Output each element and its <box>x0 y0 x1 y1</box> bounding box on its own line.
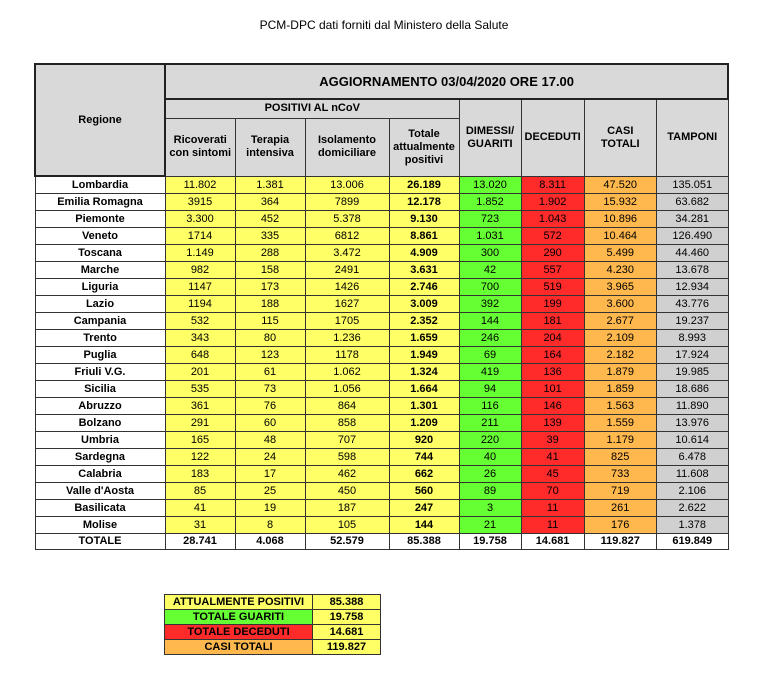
cell-totale: 12.178 <box>389 194 459 211</box>
cell-deceduti: 519 <box>521 279 584 296</box>
cell-ricoverati: 532 <box>165 313 235 330</box>
cell-deceduti: 1.902 <box>521 194 584 211</box>
cell-casi: 2.182 <box>584 347 656 364</box>
cell-casi: 1.559 <box>584 415 656 432</box>
header-terapia: Terapia intensiva <box>235 118 305 176</box>
header-ricoverati: Ricoverati con sintomi <box>165 118 235 176</box>
cell-isolamento: 1.056 <box>305 381 389 398</box>
cell-totale: 26.189 <box>389 176 459 194</box>
cell-regione: Sardegna <box>35 449 165 466</box>
cell-dimessi: 21 <box>459 517 521 534</box>
cell-deceduti: 199 <box>521 296 584 313</box>
table-row <box>35 330 728 347</box>
cell-casi: 15.932 <box>584 194 656 211</box>
summary-row <box>165 640 381 655</box>
cell-deceduti: 136 <box>521 364 584 381</box>
cell-isolamento: 2491 <box>305 262 389 279</box>
cell-tamponi: 13.976 <box>656 415 728 432</box>
cell-terapia: 19 <box>235 500 305 517</box>
cell-totale: 1.301 <box>389 398 459 415</box>
cell-dimessi: 211 <box>459 415 521 432</box>
table-row <box>35 398 728 415</box>
cell-dimessi: 94 <box>459 381 521 398</box>
cell-dimessi: 144 <box>459 313 521 330</box>
cell-tamponi: 18.686 <box>656 381 728 398</box>
cell-ricoverati: 343 <box>165 330 235 347</box>
cell-tamponi: 10.614 <box>656 432 728 449</box>
cell-terapia: 123 <box>235 347 305 364</box>
cell-isolamento: 858 <box>305 415 389 432</box>
cell-regione: Lazio <box>35 296 165 313</box>
cell-totale: 1.209 <box>389 415 459 432</box>
cell-regione: Basilicata <box>35 500 165 517</box>
cell-ricoverati: 982 <box>165 262 235 279</box>
cell-tamponi: 43.776 <box>656 296 728 313</box>
cell-totale: 4.909 <box>389 245 459 262</box>
cell-dimessi: 246 <box>459 330 521 347</box>
table-row <box>35 262 728 279</box>
cell-casi: 4.230 <box>584 262 656 279</box>
cell-ricoverati: 648 <box>165 347 235 364</box>
cell-casi: 3.600 <box>584 296 656 313</box>
cell-terapia: 288 <box>235 245 305 262</box>
cell-ricoverati: 41 <box>165 500 235 517</box>
summary-row <box>165 625 381 640</box>
table-row <box>35 483 728 500</box>
cell-isolamento: 864 <box>305 398 389 415</box>
cell-totale: 1.949 <box>389 347 459 364</box>
cell-isolamento: 462 <box>305 466 389 483</box>
cell-isolamento: 187 <box>305 500 389 517</box>
total-regione: TOTALE <box>35 534 165 550</box>
cell-totale: 1.664 <box>389 381 459 398</box>
cell-ricoverati: 535 <box>165 381 235 398</box>
cell-terapia: 335 <box>235 228 305 245</box>
table-row <box>35 517 728 534</box>
cell-isolamento: 5.378 <box>305 211 389 228</box>
cell-deceduti: 39 <box>521 432 584 449</box>
cell-isolamento: 6812 <box>305 228 389 245</box>
table-row <box>35 347 728 364</box>
summary-table <box>164 594 381 655</box>
cell-dimessi: 116 <box>459 398 521 415</box>
cell-dimessi: 300 <box>459 245 521 262</box>
cell-regione: Marche <box>35 262 165 279</box>
cell-isolamento: 450 <box>305 483 389 500</box>
cell-deceduti: 41 <box>521 449 584 466</box>
cell-dimessi: 392 <box>459 296 521 313</box>
table-row <box>35 381 728 398</box>
cell-terapia: 17 <box>235 466 305 483</box>
cell-deceduti: 139 <box>521 415 584 432</box>
cell-tamponi: 19.985 <box>656 364 728 381</box>
summary-label: CASI TOTALI <box>165 640 313 655</box>
table-row <box>35 432 728 449</box>
cell-ricoverati: 201 <box>165 364 235 381</box>
summary-value: 19.758 <box>313 610 381 625</box>
cell-dimessi: 723 <box>459 211 521 228</box>
cell-casi: 1.563 <box>584 398 656 415</box>
cell-tamponi: 2.106 <box>656 483 728 500</box>
summary-row <box>165 610 381 625</box>
cell-ricoverati: 31 <box>165 517 235 534</box>
cell-regione: Lombardia <box>35 176 165 194</box>
cell-ricoverati: 165 <box>165 432 235 449</box>
header-dimessi: DIMESSI/ GUARITI <box>459 99 521 176</box>
cell-casi: 1.859 <box>584 381 656 398</box>
cell-deceduti: 290 <box>521 245 584 262</box>
cell-ricoverati: 291 <box>165 415 235 432</box>
header-aggiornamento: AGGIORNAMENTO 03/04/2020 ORE 17.00 <box>165 64 728 99</box>
cell-casi: 2.677 <box>584 313 656 330</box>
table-row <box>35 500 728 517</box>
total-deceduti: 14.681 <box>521 534 584 550</box>
cell-terapia: 25 <box>235 483 305 500</box>
header-tamponi: TAMPONI <box>656 99 728 176</box>
cell-regione: Emilia Romagna <box>35 194 165 211</box>
cell-dimessi: 89 <box>459 483 521 500</box>
total-casi: 119.827 <box>584 534 656 550</box>
cell-terapia: 173 <box>235 279 305 296</box>
cell-deceduti: 204 <box>521 330 584 347</box>
cell-terapia: 158 <box>235 262 305 279</box>
summary-value: 14.681 <box>313 625 381 640</box>
cell-regione: Puglia <box>35 347 165 364</box>
table-row <box>35 415 728 432</box>
cell-tamponi: 2.622 <box>656 500 728 517</box>
cell-dimessi: 1.852 <box>459 194 521 211</box>
cell-tamponi: 12.934 <box>656 279 728 296</box>
cell-ricoverati: 122 <box>165 449 235 466</box>
cell-regione: Friuli V.G. <box>35 364 165 381</box>
cell-tamponi: 1.378 <box>656 517 728 534</box>
cell-terapia: 364 <box>235 194 305 211</box>
cell-isolamento: 598 <box>305 449 389 466</box>
table-row <box>35 176 728 194</box>
table-row <box>35 194 728 211</box>
cell-regione: Umbria <box>35 432 165 449</box>
header-regione: Regione <box>35 64 165 176</box>
cell-ricoverati: 361 <box>165 398 235 415</box>
cell-tamponi: 13.678 <box>656 262 728 279</box>
cell-terapia: 24 <box>235 449 305 466</box>
cell-dimessi: 700 <box>459 279 521 296</box>
cell-isolamento: 1705 <box>305 313 389 330</box>
cell-totale: 2.352 <box>389 313 459 330</box>
cell-dimessi: 69 <box>459 347 521 364</box>
cell-totale: 247 <box>389 500 459 517</box>
table-row <box>35 279 728 296</box>
cell-totale: 920 <box>389 432 459 449</box>
cell-totale: 662 <box>389 466 459 483</box>
cell-deceduti: 101 <box>521 381 584 398</box>
cell-isolamento: 7899 <box>305 194 389 211</box>
cell-terapia: 61 <box>235 364 305 381</box>
cell-casi: 47.520 <box>584 176 656 194</box>
cell-regione: Abruzzo <box>35 398 165 415</box>
cell-dimessi: 42 <box>459 262 521 279</box>
summary-label: TOTALE DECEDUTI <box>165 625 313 640</box>
cell-tamponi: 44.460 <box>656 245 728 262</box>
cell-regione: Molise <box>35 517 165 534</box>
cell-regione: Bolzano <box>35 415 165 432</box>
cell-deceduti: 11 <box>521 500 584 517</box>
cell-isolamento: 1.236 <box>305 330 389 347</box>
cell-terapia: 188 <box>235 296 305 313</box>
cell-ricoverati: 11.802 <box>165 176 235 194</box>
cell-isolamento: 707 <box>305 432 389 449</box>
cell-isolamento: 1.062 <box>305 364 389 381</box>
cell-tamponi: 63.682 <box>656 194 728 211</box>
header-deceduti: DECEDUTI <box>521 99 584 176</box>
cell-ricoverati: 183 <box>165 466 235 483</box>
table-row <box>35 449 728 466</box>
header-isolamento: Isolamento domiciliare <box>305 118 389 176</box>
cell-totale: 9.130 <box>389 211 459 228</box>
cell-ricoverati: 1147 <box>165 279 235 296</box>
cell-tamponi: 135.051 <box>656 176 728 194</box>
cell-casi: 176 <box>584 517 656 534</box>
table-row <box>35 245 728 262</box>
cell-deceduti: 164 <box>521 347 584 364</box>
source-line: PCM-DPC dati forniti dal Ministero della Salute <box>259 18 509 32</box>
cell-isolamento: 3.472 <box>305 245 389 262</box>
summary-value: 119.827 <box>313 640 381 655</box>
cell-casi: 10.896 <box>584 211 656 228</box>
header-casi-totali: CASI TOTALI <box>584 99 656 176</box>
cell-totale: 8.861 <box>389 228 459 245</box>
table-row <box>35 296 728 313</box>
cell-totale: 1.324 <box>389 364 459 381</box>
summary-label: TOTALE GUARITI <box>165 610 313 625</box>
cell-terapia: 73 <box>235 381 305 398</box>
table-row <box>35 364 728 381</box>
cell-casi: 261 <box>584 500 656 517</box>
cell-totale: 1.659 <box>389 330 459 347</box>
cell-dimessi: 40 <box>459 449 521 466</box>
cell-ricoverati: 3915 <box>165 194 235 211</box>
cell-regione: Calabria <box>35 466 165 483</box>
cell-dimessi: 220 <box>459 432 521 449</box>
cell-ricoverati: 1.149 <box>165 245 235 262</box>
cell-isolamento: 1426 <box>305 279 389 296</box>
cell-deceduti: 146 <box>521 398 584 415</box>
cell-terapia: 115 <box>235 313 305 330</box>
cell-dimessi: 419 <box>459 364 521 381</box>
cell-dimessi: 26 <box>459 466 521 483</box>
cell-dimessi: 1.031 <box>459 228 521 245</box>
cell-dimessi: 3 <box>459 500 521 517</box>
cell-terapia: 8 <box>235 517 305 534</box>
cell-tamponi: 34.281 <box>656 211 728 228</box>
total-isolamento: 52.579 <box>305 534 389 550</box>
cell-casi: 733 <box>584 466 656 483</box>
cell-casi: 5.499 <box>584 245 656 262</box>
cell-deceduti: 45 <box>521 466 584 483</box>
cell-isolamento: 105 <box>305 517 389 534</box>
header-positivi: POSITIVI AL nCoV <box>165 99 459 118</box>
cell-casi: 1.879 <box>584 364 656 381</box>
cell-ricoverati: 1194 <box>165 296 235 313</box>
total-ricoverati: 28.741 <box>165 534 235 550</box>
cell-tamponi: 17.924 <box>656 347 728 364</box>
cell-ricoverati: 3.300 <box>165 211 235 228</box>
cell-casi: 3.965 <box>584 279 656 296</box>
cell-totale: 3.009 <box>389 296 459 313</box>
cell-deceduti: 1.043 <box>521 211 584 228</box>
cell-totale: 3.631 <box>389 262 459 279</box>
cell-terapia: 48 <box>235 432 305 449</box>
total-totale: 85.388 <box>389 534 459 550</box>
cell-totale: 2.746 <box>389 279 459 296</box>
table-row <box>35 313 728 330</box>
table-row <box>35 211 728 228</box>
cell-deceduti: 557 <box>521 262 584 279</box>
cell-tamponi: 126.490 <box>656 228 728 245</box>
cell-terapia: 76 <box>235 398 305 415</box>
summary-value: 85.388 <box>313 595 381 610</box>
cell-terapia: 80 <box>235 330 305 347</box>
cell-regione: Campania <box>35 313 165 330</box>
cell-tamponi: 6.478 <box>656 449 728 466</box>
cell-isolamento: 13.006 <box>305 176 389 194</box>
cell-regione: Valle d'Aosta <box>35 483 165 500</box>
cell-regione: Trento <box>35 330 165 347</box>
cell-dimessi: 13.020 <box>459 176 521 194</box>
cell-tamponi: 8.993 <box>656 330 728 347</box>
cell-tamponi: 19.237 <box>656 313 728 330</box>
cell-deceduti: 181 <box>521 313 584 330</box>
summary-row <box>165 595 381 610</box>
cell-regione: Toscana <box>35 245 165 262</box>
totals-row <box>35 534 728 550</box>
cell-ricoverati: 1714 <box>165 228 235 245</box>
cell-isolamento: 1178 <box>305 347 389 364</box>
cell-regione: Veneto <box>35 228 165 245</box>
cell-casi: 1.179 <box>584 432 656 449</box>
header-totale-positivi: Totale attualmente positivi <box>389 118 459 176</box>
table-row <box>35 228 728 245</box>
cell-tamponi: 11.608 <box>656 466 728 483</box>
total-terapia: 4.068 <box>235 534 305 550</box>
cell-deceduti: 572 <box>521 228 584 245</box>
cell-casi: 719 <box>584 483 656 500</box>
cell-casi: 825 <box>584 449 656 466</box>
cell-tamponi: 11.890 <box>656 398 728 415</box>
total-dimessi: 19.758 <box>459 534 521 550</box>
cell-totale: 744 <box>389 449 459 466</box>
cell-regione: Sicilia <box>35 381 165 398</box>
cell-terapia: 60 <box>235 415 305 432</box>
cell-regione: Liguria <box>35 279 165 296</box>
cell-regione: Piemonte <box>35 211 165 228</box>
cell-ricoverati: 85 <box>165 483 235 500</box>
covid-data-table <box>34 63 729 550</box>
cell-totale: 144 <box>389 517 459 534</box>
cell-terapia: 452 <box>235 211 305 228</box>
cell-deceduti: 8.311 <box>521 176 584 194</box>
cell-casi: 2.109 <box>584 330 656 347</box>
total-tamponi: 619.849 <box>656 534 728 550</box>
table-row <box>35 466 728 483</box>
cell-deceduti: 11 <box>521 517 584 534</box>
cell-deceduti: 70 <box>521 483 584 500</box>
cell-terapia: 1.381 <box>235 176 305 194</box>
summary-label: ATTUALMENTE POSITIVI <box>165 595 313 610</box>
cell-totale: 560 <box>389 483 459 500</box>
table-body <box>35 176 728 550</box>
cell-casi: 10.464 <box>584 228 656 245</box>
cell-isolamento: 1627 <box>305 296 389 313</box>
